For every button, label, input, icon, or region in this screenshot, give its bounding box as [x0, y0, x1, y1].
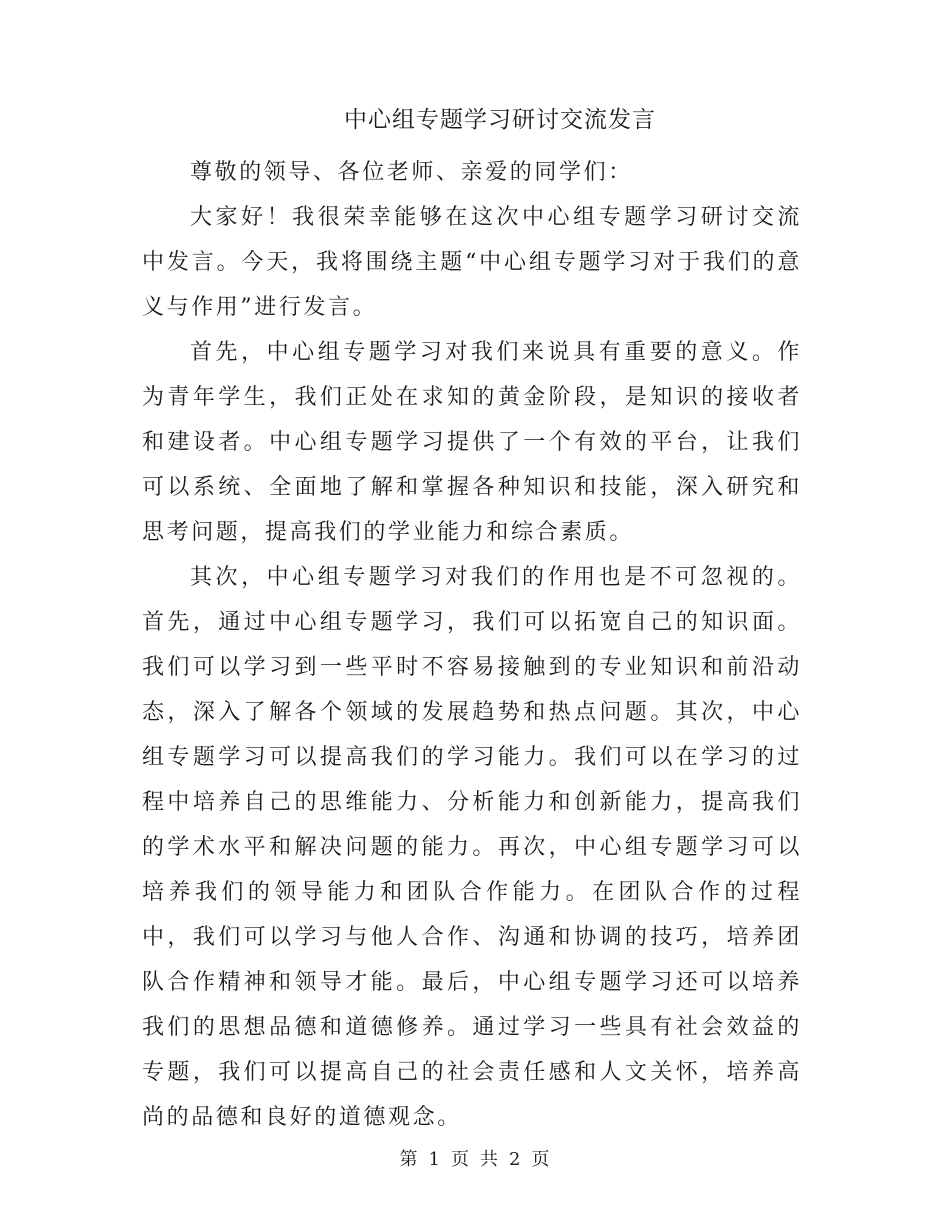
footer-label-total: 共: [480, 1149, 499, 1170]
body-paragraph: 其次，中心组专题学习对我们的作用也是不可忽视的。首先，通过中心组专题学习，我们可以拓宽自己的知识面。我们可以学习到一些平时不容易接触到的专业知识和前沿动态，深入了解各个领域的发展趋势和热点问题。其次，中心组专题学习可以提高我们的学习能力。我们可以在学习的过程中培养自己的思维能力、分析能力和创新能力，提高我们的学术水平和解决问题的能力。再次，中心组专题学习可以培养我们的领导能力和团队合作能力。在团队合作的过程中，我们可以学习与他人合作、沟通和协调的技巧，培养团队合作精神和领导才能。最后，中心组专题学习还可以培养我们的思想品德和道德修养。通过学习一些具有社会效益的专题，我们可以提高自己的社会责任感和人文关怀，培养高尚的品德和良好的道德观念。: [142, 565, 802, 1130]
document-title: 中心组专题学习研讨交流发言: [344, 107, 656, 133]
body-paragraph: 大家好！我很荣幸能够在这次中心组专题学习研讨交流中发言。今天，我将围绕主题“中心组专题学习对于我们的意义与作用”进行发言。: [142, 205, 802, 320]
footer-label-page: 第: [399, 1149, 419, 1170]
footer-label-unit: 页: [451, 1149, 470, 1170]
document-body: [142, 150, 802, 1140]
total-pages-number: 2: [509, 1149, 522, 1170]
footer-label-unit-2: 页: [531, 1149, 551, 1170]
current-page-number: 1: [428, 1149, 441, 1170]
page-footer: [0, 1147, 950, 1173]
body-paragraph: 首先，中心组专题学习对我们来说具有重要的意义。作为青年学生，我们正处在求知的黄金阶段，是知识的接收者和建设者。中心组专题学习提供了一个有效的平台，让我们可以系统、全面地了解和掌握各种知识和技能，深入研究和思考问题，提高我们的学业能力和综合素质。: [142, 340, 802, 545]
salutation-paragraph: 尊敬的领导、各位老师、亲爱的同学们：: [190, 160, 633, 185]
